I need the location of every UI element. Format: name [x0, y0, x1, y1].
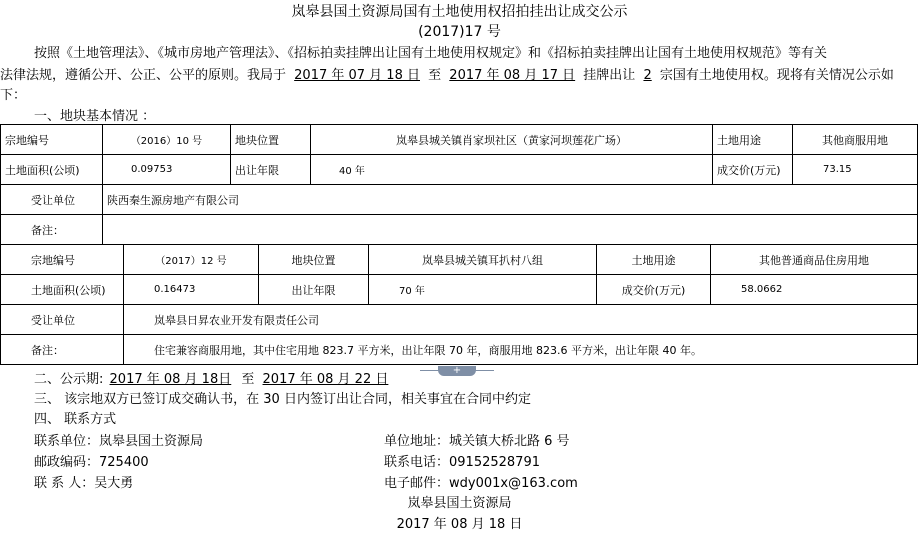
assignee-label: 受让单位	[1, 185, 103, 215]
contact-email	[384, 472, 578, 491]
intro-line-2	[0, 64, 894, 83]
location-label: 地块位置	[231, 125, 311, 155]
parcel-term: 70 年	[369, 275, 597, 305]
section-1-title: 一、地块基本情况 ：	[34, 109, 156, 124]
publicity-to: 至	[241, 372, 255, 387]
publicity-label: 二、公示期:	[34, 372, 104, 387]
expand-plus-icon[interactable]: +	[438, 366, 476, 376]
parcel-remark: 住宅兼容商服用地，其中住宅用地 823.7 平方米，出让年限 70 年，商服用地 823.6 平方米，出让年限 40 年。	[124, 335, 918, 365]
price-label: 成交价(万元)	[597, 275, 711, 305]
document-number: (2017)17 号	[418, 24, 501, 40]
table-row	[1, 275, 918, 305]
contact-person-value: 吴大勇	[94, 476, 134, 491]
term-label: 出让年限	[259, 275, 369, 305]
contact-unit-label: 联系单位：	[34, 434, 100, 449]
parcel-count: 2	[643, 68, 652, 83]
term-label: 出让年限	[231, 155, 311, 185]
signature-org: 岚皋县国土资源局	[407, 496, 512, 511]
parcel-area: 0.16473	[124, 275, 259, 305]
contact-email-value[interactable]: wdy001x@163.com	[449, 476, 578, 491]
intro-text-c: 宗国有土地使用权。现将有关情况公示如	[659, 68, 894, 83]
parcel-remark	[103, 215, 918, 245]
contact-phone-label: 联系电话：	[384, 455, 450, 470]
contact-phone-value: 09152528791	[449, 455, 540, 470]
use-label: 土地用途	[713, 125, 793, 155]
parcel-price: 58.0662	[711, 275, 918, 305]
location-label: 地块位置	[259, 245, 369, 275]
parcel-term: 40 年	[311, 155, 713, 185]
code-label: 宗地编号	[1, 125, 103, 155]
contact-email-label: 电子邮件：	[384, 476, 450, 491]
use-label: 土地用途	[597, 245, 711, 275]
table-row	[1, 245, 918, 275]
contact-unit-value: 岚皋县国土资源局	[99, 434, 204, 449]
contact-unit	[34, 430, 203, 449]
intro-text-a: 法律法规，遵循公开、公正、公平的原则。我局于	[0, 68, 287, 83]
parcel-code: （2016）10 号	[103, 125, 231, 155]
contact-person-label: 联 系 人：	[34, 476, 95, 491]
table-row	[1, 155, 918, 185]
intro-line-1: 按照《土地管理法》、《城市房地产管理法》、《招标拍卖挂牌出让国有土地使用权规定》和《招标拍卖挂牌出让国有土地使用权规范》等有关	[34, 46, 828, 61]
contact-address-value: 城关镇大桥北路 6 号	[449, 434, 570, 449]
area-label: 土地面积(公顷)	[1, 155, 103, 185]
intro-to: 至	[428, 68, 442, 83]
assignee-label: 受让单位	[1, 305, 124, 335]
intro-text-b: 挂牌出让	[583, 68, 636, 83]
contact-address-label: 单位地址：	[384, 434, 450, 449]
contact-address	[384, 430, 570, 449]
parcel-assignee: 陕西秦生源房地产有限公司	[103, 185, 918, 215]
parcel-use: 其他商服用地	[793, 125, 918, 155]
table-row	[1, 335, 918, 365]
publicity-start: 2017 年 08 月 18日	[109, 372, 232, 387]
section-2	[34, 368, 388, 387]
intro-line-3: 下：	[0, 88, 27, 103]
contact-person	[34, 472, 133, 491]
section-3: 三、 该宗地双方已签订成交确认书，在 30 日内签订出让合同，相关事宜在合同中约定	[34, 392, 531, 407]
table-row	[1, 305, 918, 335]
end-date: 2017 年 08 月 17 日	[449, 68, 576, 83]
page-title: 岚皋县国土资源局国有土地使用权招拍挂出让成交公示	[291, 4, 628, 20]
contact-phone	[384, 451, 540, 470]
table-row	[1, 125, 918, 155]
parcel-assignee: 岚皋县日昇农业开发有限责任公司	[124, 305, 918, 335]
area-label: 土地面积(公顷)	[1, 275, 124, 305]
parcel-price: 73.15	[793, 155, 918, 185]
remark-label: 备注：	[1, 335, 124, 365]
contact-zip	[34, 451, 149, 470]
parcel-table-2	[0, 244, 918, 365]
section-4-title: 四、 联系方式	[34, 412, 117, 427]
start-date: 2017 年 07 月 18 日	[294, 68, 420, 83]
publicity-end: 2017 年 08 月 22 日	[262, 372, 389, 387]
contact-zip-label: 邮政编码：	[34, 455, 100, 470]
contact-zip-value: 725400	[99, 455, 149, 470]
table-row	[1, 185, 918, 215]
price-label: 成交价(万元)	[713, 155, 793, 185]
signature-date: 2017 年 08 月 18 日	[396, 517, 523, 532]
table-row	[1, 215, 918, 245]
remark-label: 备注：	[1, 215, 103, 245]
parcel-area: 0.09753	[103, 155, 231, 185]
parcel-location: 岚皋县城关镇耳扒村八组	[369, 245, 597, 275]
parcel-location: 岚皋县城关镇肖家坝社区（黄家河坝莲花广场）	[311, 125, 713, 155]
parcel-code: （2017）12 号	[124, 245, 259, 275]
parcel-use: 其他普通商品住房用地	[711, 245, 918, 275]
parcel-table-1	[0, 124, 918, 245]
code-label: 宗地编号	[1, 245, 124, 275]
